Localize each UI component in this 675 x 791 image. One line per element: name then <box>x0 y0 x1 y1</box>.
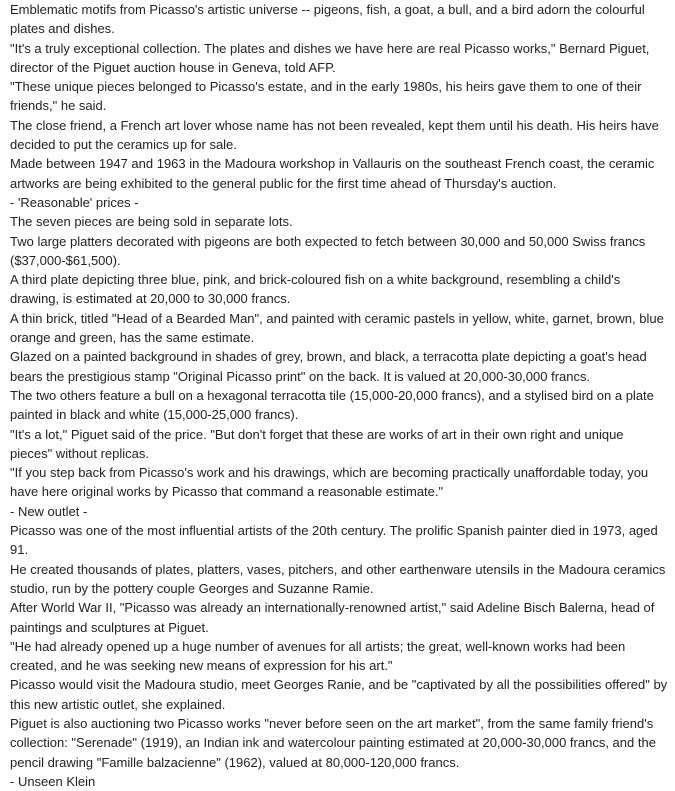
paragraph: Emblematic motifs from Picasso's artistic universe -- pigeons, fish, a goat, a bull, and a bird adorn the colourful plates and dishes. <box>10 2 645 37</box>
paragraph: The two others feature a bull on a hexagonal terracotta tile (15,000-20,000 francs), and a stylised bird on a plate painted in black and white (15,000-25,000 francs). <box>10 387 654 423</box>
paragraph: After World War II, "Picasso was already an internationally-renowned artist," said Adeline Bisch Balerna, head of paintings and sculptures at Piguet. <box>10 600 655 635</box>
paragraph: The seven pieces are being sold in separate lots. <box>10 214 293 230</box>
paragraph: A third plate depicting three blue, pink, and brick-coloured fish on a white background, resembling a child's drawing, is estimated at 20,000 to 30,000 francs. <box>10 272 621 307</box>
paragraph: A thin brick, titled "Head of a Bearded Man", and painted with ceramic pastels in yellow, white, garnet, brown, blue orange and green, has the same estimate. <box>10 310 664 346</box>
paragraph: "It's a lot," Piguet said of the price. "But don't forget that these are works of art in their own right and unique pieces" without replicas. <box>10 426 624 461</box>
paragraph: Picasso would visit the Madoura studio, meet Georges Ranie, and be "captivated by all the possibilities offered" by this new artistic outlet, she explained. <box>10 677 668 712</box>
paragraph: The close friend, a French art lover whose name has not been revealed, kept them until his death. His heirs have decided to put the ceramics up for sale. <box>10 117 659 153</box>
section-heading: - New outlet - <box>10 503 88 519</box>
paragraph: Made between 1947 and 1963 in the Madoura workshop in Vallauris on the southeast French coast, the ceramic artworks are being exhibited to the general public for the first time ahead of Thursday's auction. <box>10 156 655 191</box>
paragraph: Glazed on a painted background in shades of grey, brown, and black, a terracotta plate depicting a goat's head bears the prestigious stamp "Original Picasso print" on the back. It is valued at 20,000-30,000 francs. <box>10 349 647 384</box>
paragraph: "These unique pieces belonged to Picasso's estate, and in the early 1980s, his heirs gave them to one of their friends," he said. <box>10 79 642 114</box>
paragraph: "If you step back from Picasso's work and his drawings, which are becoming practically unaffordable today, you have here original works by Picasso that command a reasonable estimate." <box>10 465 649 500</box>
section-heading: - 'Reasonable' prices - <box>10 194 139 210</box>
paragraph: Picasso was one of the most influential artists of the 20th century. The prolific Spanish painter died in 1973, aged 91. <box>10 523 658 558</box>
paragraph: Two large platters decorated with pigeons are both expected to fetch between 30,000 and 50,000 Swiss francs ($37,000-$61,500). <box>10 233 646 268</box>
paragraph: Piguet is also auctioning two Picasso works "never before seen on the art market", from the same family friend's collection: "Serenade" (1919), an Indian ink and watercolour painting estimated at 20,000-30,000 francs, and the pencil drawing "Famille balzacienne" (1962), valued at 80,000-120,000 francs. <box>10 715 656 770</box>
paragraph: He created thousands of plates, platters, vases, pitchers, and other earthenware utensils in the Madoura ceramics studio, run by the pottery couple Georges and Suzanne Ramie. <box>10 561 666 596</box>
paragraph: "It's a truly exceptional collection. The plates and dishes we have here are real Picasso works," Bernard Piguet, director of the Piguet auction house in Geneva, told AFP. <box>10 40 650 75</box>
paragraph: "He had already opened up a huge number of avenues for all artists; the great, well-known works had been created, and he was seeking new means of expression for his art." <box>10 638 626 674</box>
section-heading: - Unseen Klein <box>10 773 96 789</box>
